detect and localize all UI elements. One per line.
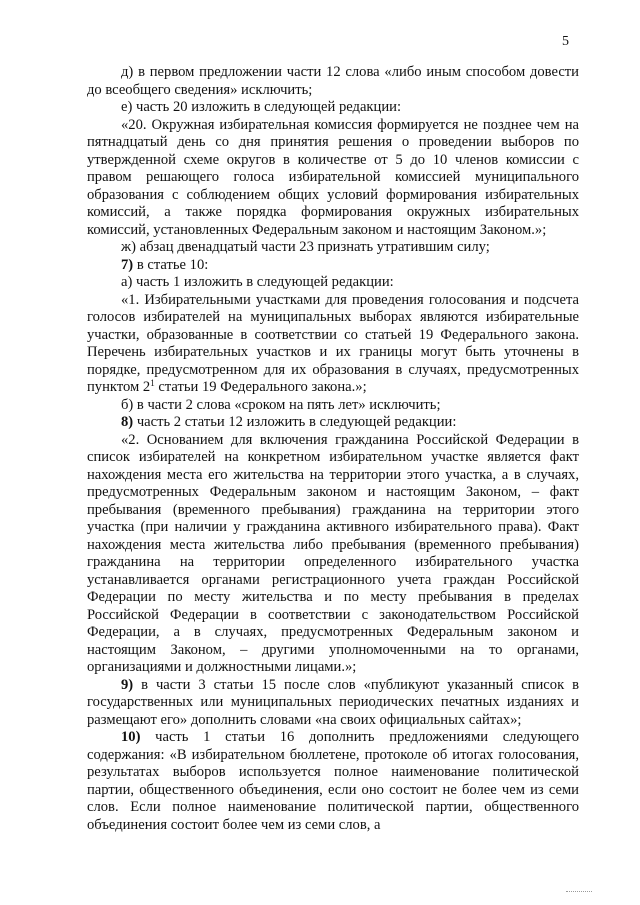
part-1-text-end: статьи 19 Федерального закона.»;	[154, 379, 367, 395]
superscript-1: 1	[150, 378, 155, 388]
part-1-text: «1. Избирательными участками для проведения голосования и подсчета голосов избирателей на муниципальных выборах являются избирательные участки, образованные в соответствии со статьей 19 Федерального закона. Перечень избирательных участков и их границы могут быть уточнены в порядке, предусмотренном для их образования в случаях, предусмотренных пунктом 2	[87, 291, 579, 395]
paragraph-b: б) в части 2 слова «сроком на пять лет» исключить;	[121, 396, 441, 413]
paragraph-part-1-text	[87, 292, 579, 397]
paragraph-e: е) часть 20 изложить в следующей редакции:	[121, 99, 402, 115]
paragraph-a: а) часть 1 изложить в следующей редакции:	[121, 274, 394, 290]
document-body	[87, 64, 579, 834]
item-8	[87, 414, 579, 432]
item-7	[87, 257, 579, 275]
item-10	[87, 729, 579, 834]
item-10-text: часть 1 статьи 16 дополнить предложениями следующего содержания: «В избирательном бюллетене, протоколе об итогах голосования, результатах выборов используется полное наименование политической партии, общественного объединения, если оно состоит не более чем из семи слов. Если полное наименование политической партии, общественного объединения состоит более чем из семи слов, а	[87, 729, 579, 833]
item-9-number: 9)	[121, 676, 134, 693]
paragraph-part-20-text: «20. Окружная избирательная комиссия формируется не позднее чем на пятнадцатый день со дня принятия решения о проведении выборов по утвержденной схеме округов в количестве от 5 до 10 членов комиссии с правом решающего голоса избирательной комиссией муниципального образования с соблюдением общих условий формирования избирательных комиссий, а также порядка формирования окружных избирательных комиссий, установленных Федеральным законом и настоящим Законом.»;	[87, 116, 579, 238]
item-10-number: 10)	[121, 729, 141, 745]
paragraph-part-2-text: «2. Основанием для включения гражданина Российской Федерации в список избирателей на конкретном избирательном участке является факт нахождения места его жительства на территории этого участка, а в случаях, предусмотренных Федеральным законом и настоящим Законом, – факт пребывания (временного пребывания) гражданина на территории этого участка (при наличии у гражданина активного избирательного права). Факт нахождения места жительства либо пребывания (временного пребывания) гражданина на территории определенного избирательного участка устанавливается органами регистрационного учета граждан Российской Федерации по месту жительства и по месту пребывания в пределах Российской Федерации в соответствии с законодательством Российской Федерации, а в случаях, предусмотренных Федеральным законом и настоящим Законом, – другими уполномоченными на то органами, организациями и должностными лицами.»;	[87, 431, 579, 675]
page-number: 5	[562, 34, 569, 49]
item-7-number: 7)	[121, 256, 134, 273]
item-7-text: в статье 10:	[133, 256, 209, 273]
paragraph-zh: ж) абзац двенадцатый части 23 признать утратившим силу;	[121, 239, 490, 255]
item-8-number: 8)	[121, 414, 134, 430]
scan-artifact	[566, 891, 592, 893]
item-9	[87, 677, 579, 730]
item-8-text: часть 2 статьи 12 изложить в следующей редакции:	[133, 414, 457, 430]
item-9-text: в части 3 статьи 15 после слов «публикуют указанный список в государственных или муниципальных периодических печатных изданиях и размещают его» дополнить словами «на своих официальных сайтах»;	[87, 676, 579, 728]
paragraph-d: д) в первом предложении части 12 слова «либо иным способом довести до всеобщего сведения» исключить;	[87, 64, 579, 98]
